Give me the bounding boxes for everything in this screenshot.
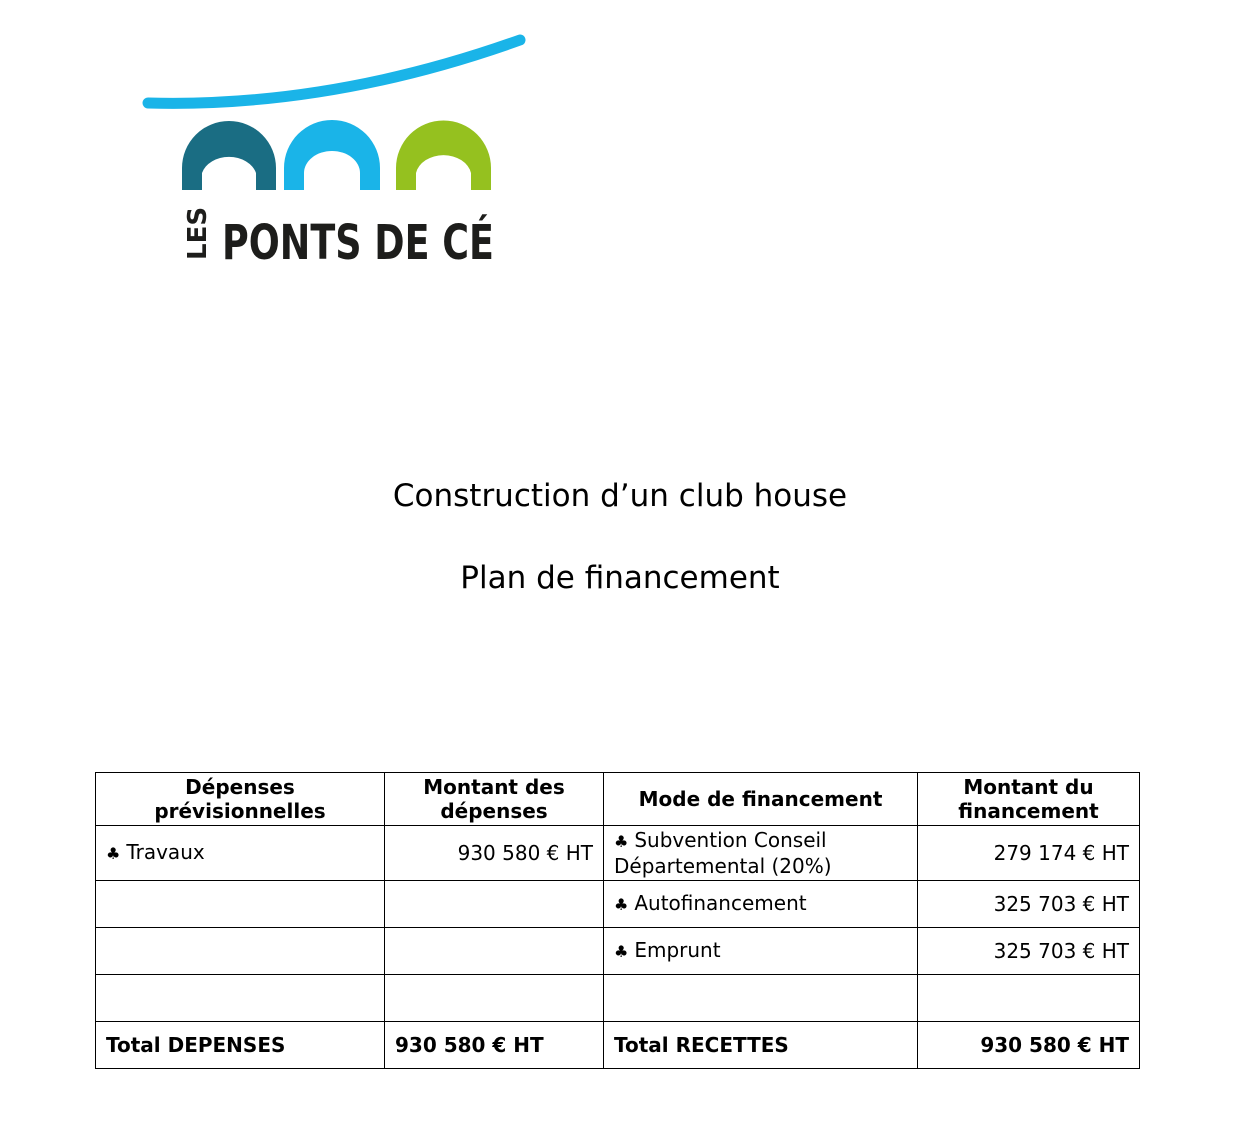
document-subtitle: Plan de financement: [460, 560, 780, 596]
cell-montant-financement: 325 703 € HT: [918, 928, 1140, 975]
document-title: Construction d’un club house: [392, 478, 848, 514]
financing-plan-table: [95, 772, 1140, 1069]
logo-arch-dark: [182, 121, 276, 190]
cell-montant-depense: [385, 975, 604, 1022]
total-depenses-value: 930 580 € HT: [385, 1022, 604, 1069]
logo-text-les: LES: [183, 206, 213, 260]
table-total-row: [96, 1022, 1140, 1069]
cell-montant-financement: 325 703 € HT: [918, 881, 1140, 928]
les-ponts-de-ce-logo: [140, 28, 580, 271]
total-recettes-label: Total RECETTES: [604, 1022, 918, 1069]
cell-financement: [604, 975, 918, 1022]
cell-montant-financement: 279 174 € HT: [918, 826, 1140, 881]
financement-label: Emprunt: [634, 938, 721, 962]
total-depenses-label: Total DEPENSES: [96, 1022, 385, 1069]
logo-text-main: PONTS DE CÉ: [222, 215, 580, 271]
table-row: [96, 881, 1140, 928]
club-suit-icon: ♣: [614, 832, 629, 851]
header-montant-depenses: Montant des dépenses: [385, 773, 604, 826]
club-suit-icon: ♣: [614, 895, 629, 914]
logo-arch-blue: [284, 120, 380, 190]
header-mode-financement: Mode de financement: [604, 773, 918, 826]
cell-montant-depense: [385, 881, 604, 928]
cell-depense: [96, 881, 385, 928]
logo-arch-green: [396, 121, 491, 190]
cell-montant-depense: [385, 928, 604, 975]
club-suit-icon: ♣: [614, 942, 629, 961]
table-row: [96, 975, 1140, 1022]
depense-label: Travaux: [126, 840, 205, 864]
cell-montant-depense: 930 580 € HT: [385, 826, 604, 881]
cell-montant-financement: [918, 975, 1140, 1022]
logo-swoosh: [148, 40, 520, 103]
financement-label: Autofinancement: [634, 891, 807, 915]
cell-financement: [604, 826, 918, 881]
header-depenses: Dépenses prévisionnelles: [96, 773, 385, 826]
table-header-row: [96, 773, 1140, 826]
cell-depense: [96, 826, 385, 881]
financement-label: Subvention Conseil Départemental (20%): [614, 828, 832, 878]
cell-financement: [604, 881, 918, 928]
table-row: [96, 826, 1140, 881]
club-suit-icon: ♣: [106, 844, 121, 863]
cell-financement: [604, 928, 918, 975]
header-montant-financement: Montant du financement: [918, 773, 1140, 826]
cell-depense: [96, 928, 385, 975]
cell-depense: [96, 975, 385, 1022]
table-row: [96, 928, 1140, 975]
total-recettes-value: 930 580 € HT: [918, 1022, 1140, 1069]
